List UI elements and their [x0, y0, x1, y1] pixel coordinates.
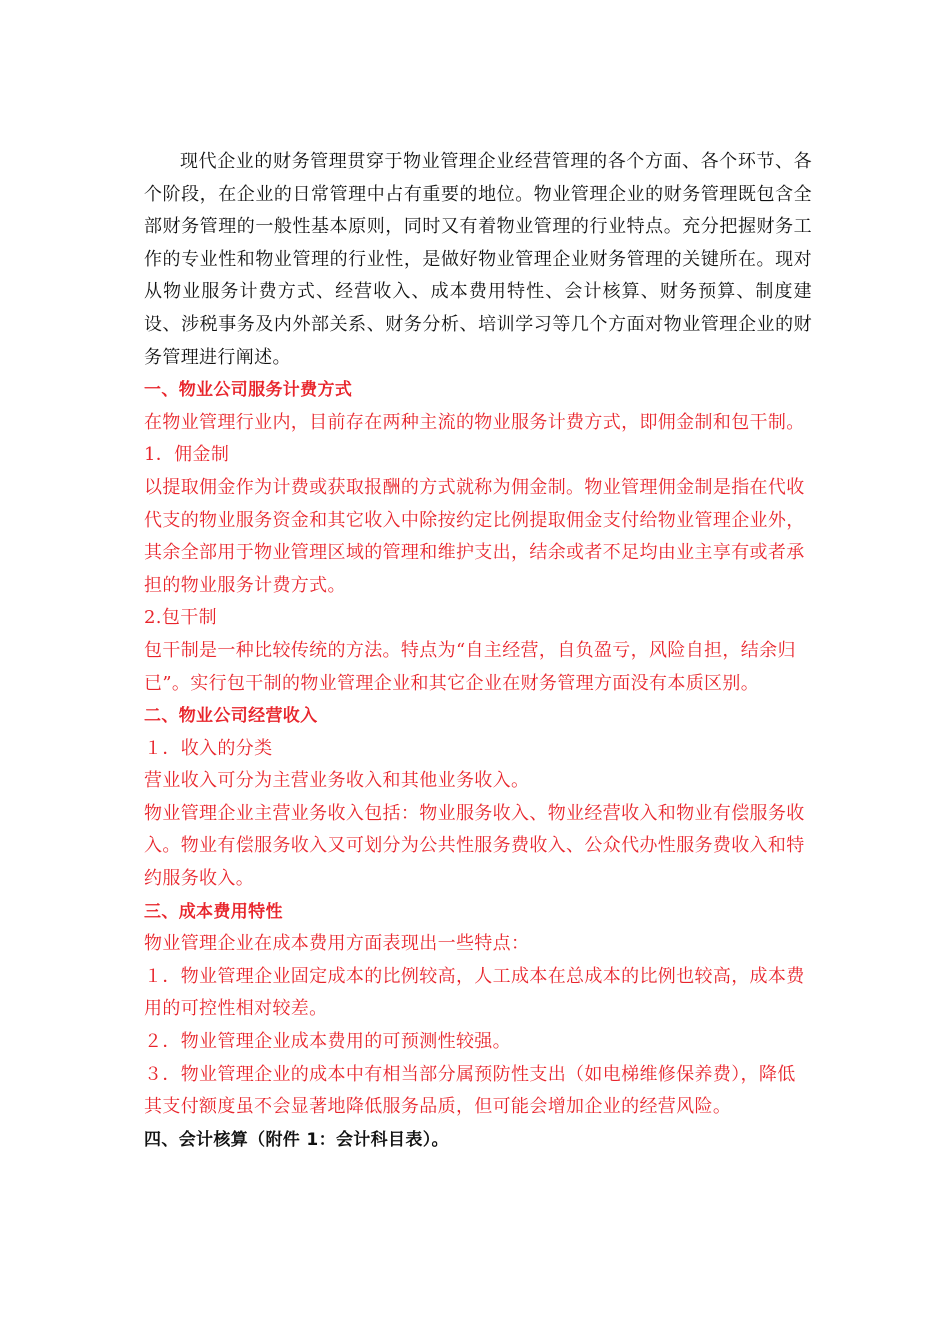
section-4-heading: 四、会计核算（附件 1：会计科目表）。: [144, 1129, 449, 1150]
section-3-item-1: １．物业管理企业固定成本的比例较高，人工成本在总成本的比例也较高，成本费用的可控性相对较差。: [144, 965, 805, 1020]
section-1-paragraph: 在物业管理行业内，目前存在两种主流的物业服务计费方式，即佣金制和包干制。: [144, 411, 805, 433]
section-3-heading: 三、成本费用特性: [144, 901, 283, 922]
section-1-sub1-text: 以提取佣金作为计费或获取报酬的方式就称为佣金制。物业管理佣金制是指在代收代支的物业服务资金和其它收入中除按约定比例提取佣金支付给物业管理企业外，其余全部用于物业管理区域的管理和维护支出，结余或者不足均由业主享有或者承担的物业服务计费方式。: [144, 476, 805, 596]
section-1-sub1-title: 1．佣金制: [144, 444, 230, 466]
document-body: [144, 146, 812, 1156]
section-2-paragraph-2: 物业管理企业主营业务收入包括：物业服务收入、物业经营收入和物业有偿服务收入。物业有偿服务收入又可划分为公共性服务费收入、公众代办性服务费收入和特约服务收入。: [144, 802, 805, 890]
section-3-paragraph: 物业管理企业在成本费用方面表现出一些特点：: [144, 933, 530, 955]
section-1-sub2-title: 2.包干制: [144, 607, 217, 629]
section-3-item-2: ２．物业管理企业成本费用的可预测性较强。: [144, 1031, 511, 1053]
section-1-heading: 一、物业公司服务计费方式: [144, 380, 353, 401]
intro-paragraph: 现代企业的财务管理贯穿于物业管理企业经营管理的各个方面、各个环节、各个阶段，在企业的日常管理中占有重要的地位。物业管理企业的财务管理既包含全部财务管理的一般性基本原则，同时又有着物业管理的行业特点。充分把握财务工作的专业性和物业管理的行业性，是做好物业管理企业财务管理的关键所在。现对从物业服务计费方式、经营收入、成本费用特性、会计核算、财务预算、制度建设、涉税事务及内外部关系、财务分析、培训学习等几个方面对物业管理企业的财务管理进行阐述。: [144, 151, 812, 368]
section-2-sub1-title: １．收入的分类: [144, 737, 273, 759]
section-3-item-3: ３．物业管理企业的成本中有相当部分属预防性支出（如电梯维修保养费），降低其支付额度虽不会显著地降低服务品质，但可能会增加企业的经营风险。: [144, 1063, 796, 1118]
section-1-sub2-text: 包干制是一种比较传统的方法。特点为“自主经营，自负盈亏，风险自担，结余归已”。实行包干制的物业管理企业和其它企业在财务管理方面没有本质区别。: [144, 639, 796, 694]
section-2-heading: 二、物业公司经营收入: [144, 706, 318, 727]
section-2-paragraph-1: 营业收入可分为主营业务收入和其他业务收入。: [144, 770, 530, 792]
